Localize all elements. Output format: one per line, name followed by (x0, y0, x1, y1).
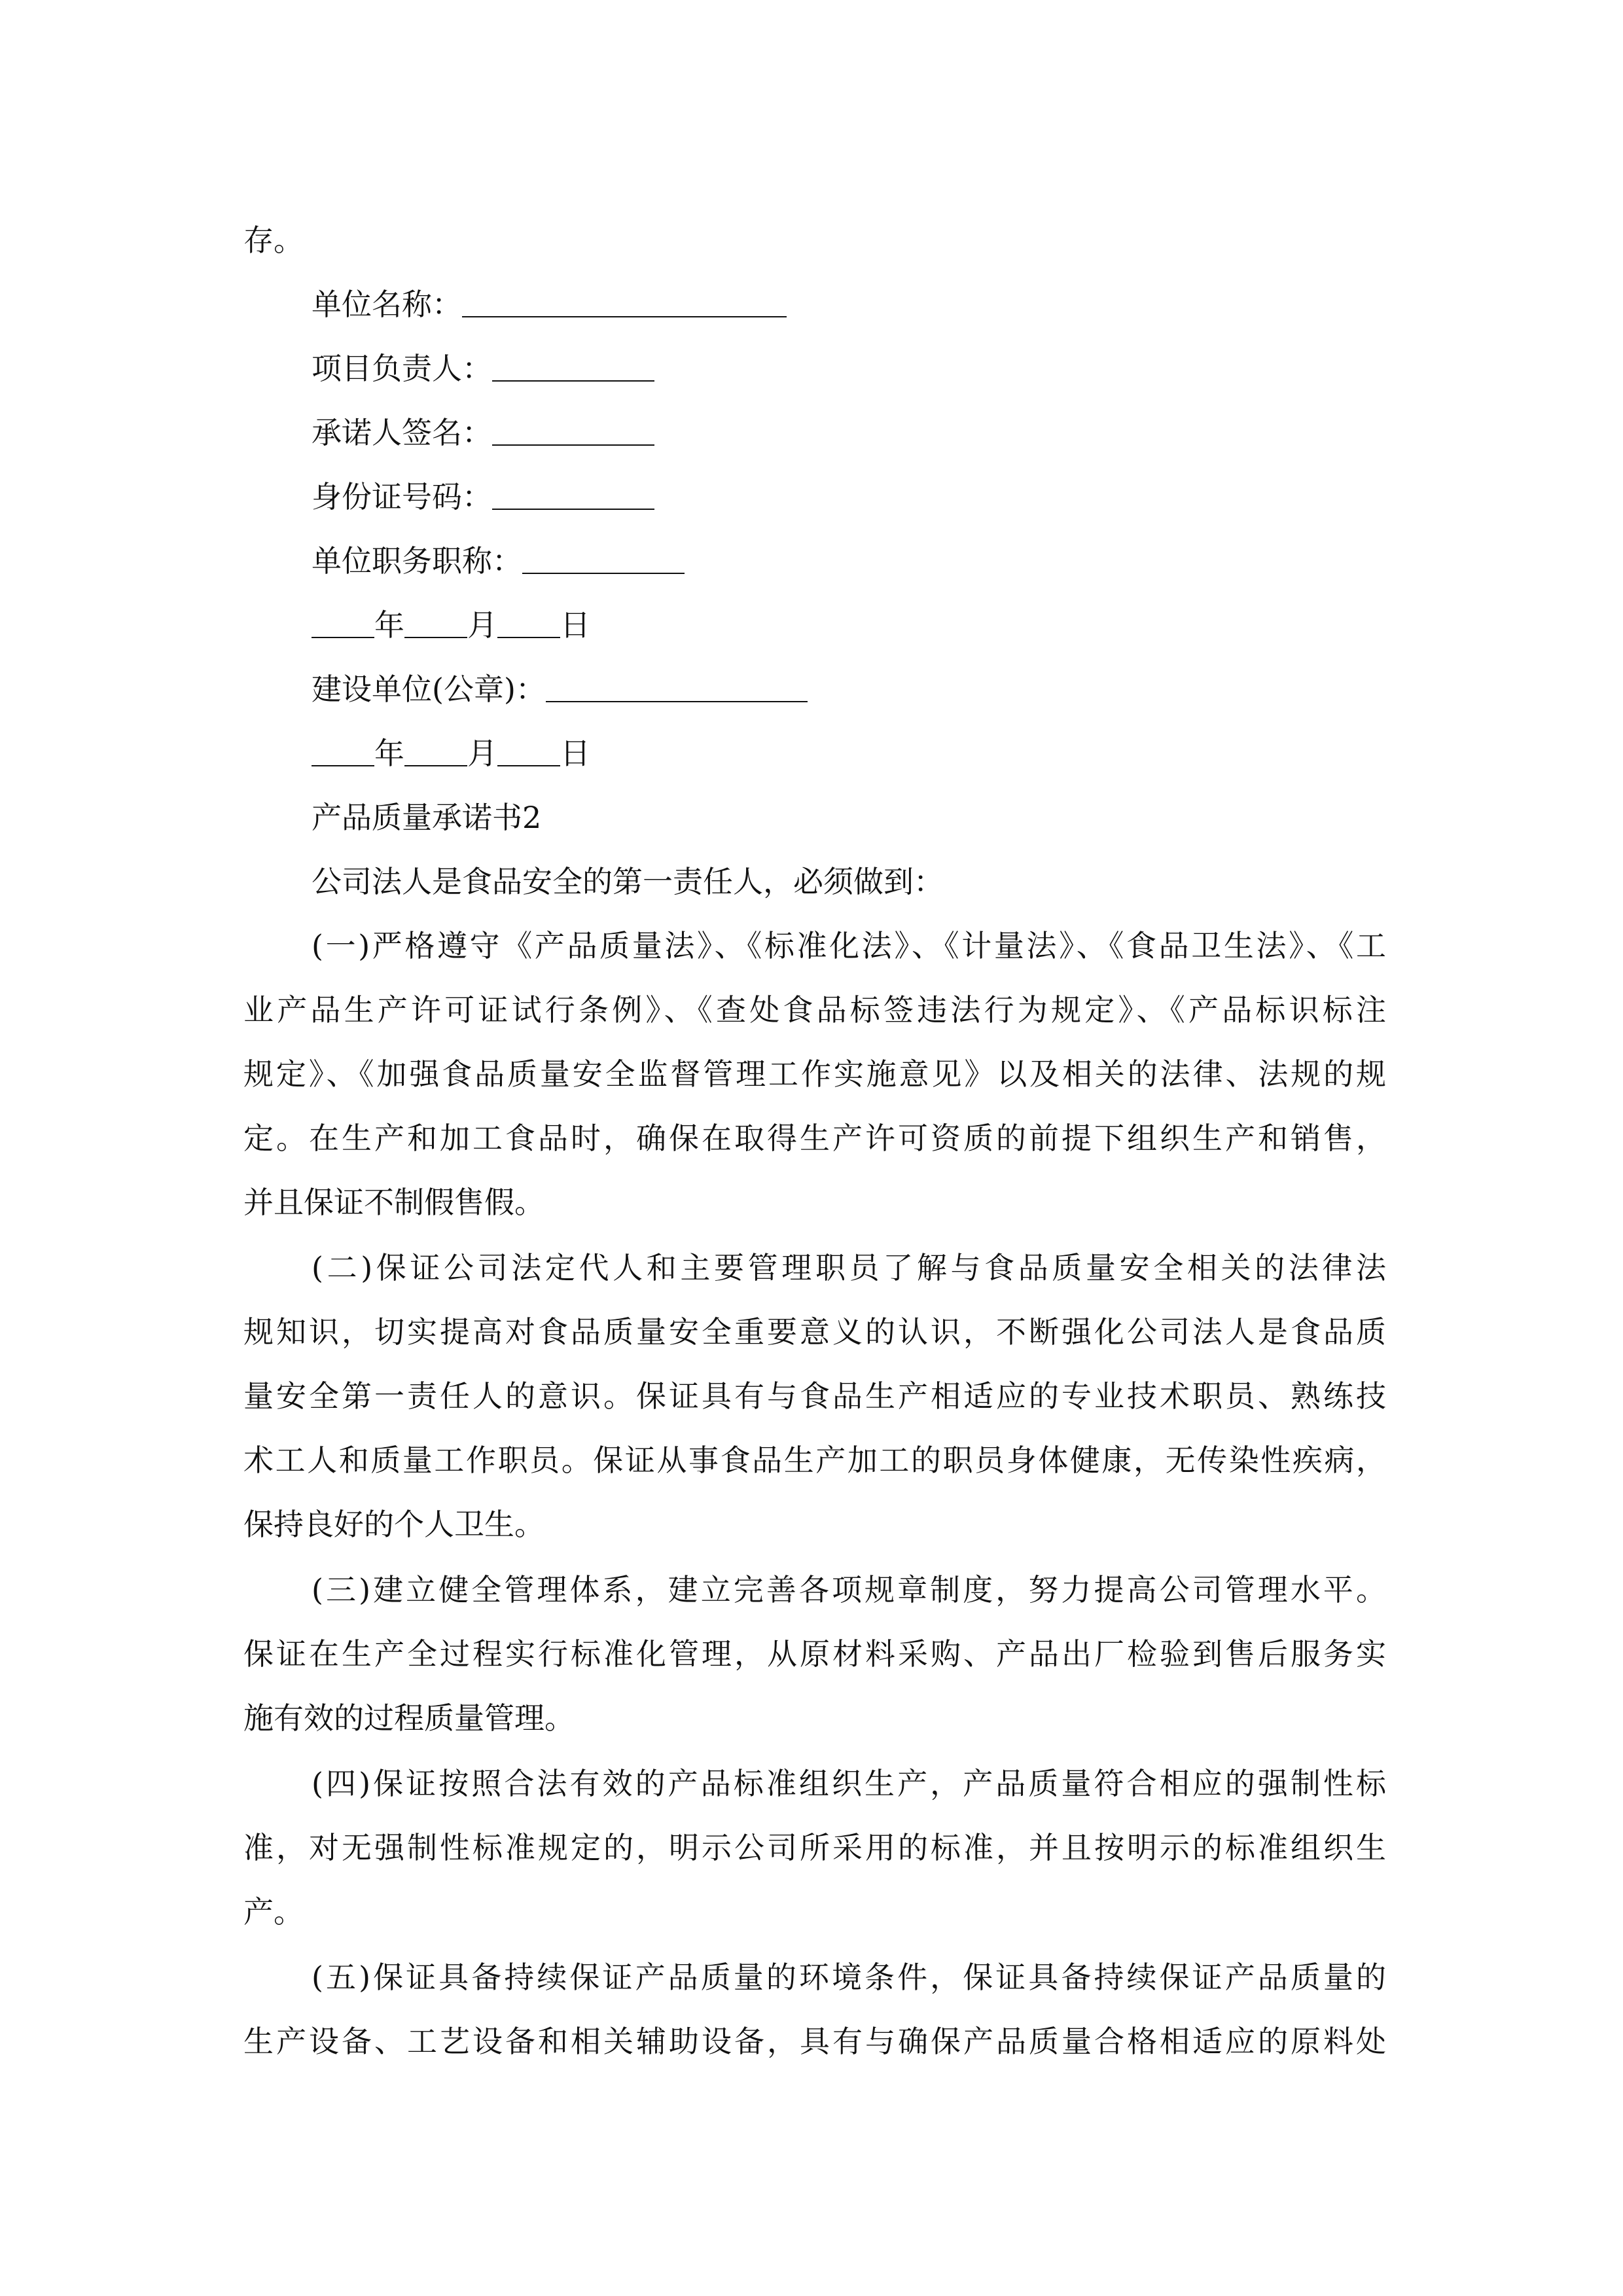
form-field-label: 单位名称： (312, 287, 462, 322)
date-year-label: 年 (374, 607, 404, 643)
blank-line (312, 732, 374, 766)
blank-line (497, 604, 560, 638)
paragraph-clause-4 (243, 1751, 1386, 1944)
paragraph-line: (三)建立健全管理体系，建立完善各项规章制度，努力提高公司管理水平。 (312, 1572, 1386, 1607)
blank-line (492, 348, 654, 382)
form-field-position-title (243, 529, 1386, 593)
form-field-project-leader (243, 336, 1386, 401)
paragraph-line: 生产设备、工艺设备和相关辅助设备，具有与确保产品质量合格相适应的原料处 (243, 2024, 1386, 2059)
form-field-signature (243, 401, 1386, 465)
paragraph-line: 保持良好的个人卫生。 (243, 1507, 544, 1542)
blank-line (546, 668, 808, 702)
date-line (243, 721, 1386, 785)
paragraph-line: 术工人和质量工作职员。保证从事食品生产加工的职员身体健康，无传染性疾病， (243, 1443, 1386, 1478)
form-field-label: 承诺人签名： (312, 415, 492, 450)
blank-line (312, 604, 374, 638)
paragraph-line: (二)保证公司法定代人和主要管理职员了解与食品质量安全相关的法律法 (312, 1250, 1386, 1285)
paragraph-line: (一)严格遵守《产品质量法》、《标准化法》、《计量法》、《食品卫生法》、《工 (312, 928, 1386, 963)
paragraph-clause-2 (243, 1236, 1386, 1556)
form-field-label: 身份证号码： (312, 479, 492, 514)
date-month-label: 月 (467, 736, 497, 771)
paragraph-line: (四)保证按照合法有效的产品标准组织生产，产品质量符合相应的强制性标 (312, 1766, 1386, 1801)
form-field-label: 建设单位(公章)： (312, 672, 546, 707)
paragraph-line: 量安全第一责任人的意识。保证具有与食品生产相适应的专业技术职员、熟练技 (243, 1378, 1386, 1414)
blank-line (522, 540, 685, 574)
blank-line (462, 283, 787, 317)
date-day-label: 日 (560, 736, 590, 771)
paragraph-line: 业产品生产许可证试行条例》、《查处食品标签违法行为规定》、《产品标识标注 (243, 992, 1386, 1028)
paragraph-line: 准，对无强制性标准规定的，明示公司所采用的标准，并且按明示的标准组织生 (243, 1830, 1386, 1865)
paragraph-line: 保证在生产全过程实行标准化管理，从原材料采购、产品出厂检验到售后服务实 (243, 1636, 1386, 1672)
form-field-label: 项目负责人： (312, 351, 492, 386)
continuation-text: 存。 (243, 223, 304, 258)
section-title: 产品质量承诺书2 (312, 800, 542, 835)
date-year-label: 年 (374, 736, 404, 771)
date-month-label: 月 (467, 607, 497, 643)
blank-line (404, 604, 467, 638)
paragraph-line: 施有效的过程质量管理。 (243, 1700, 575, 1736)
document-body (243, 208, 1386, 2075)
blank-line (492, 476, 654, 510)
paragraph-line: 并且保证不制假售假。 (243, 1185, 544, 1220)
blank-line (492, 412, 654, 446)
form-field-id-number (243, 465, 1386, 529)
intro-text: 公司法人是食品安全的第一责任人，必须做到： (312, 864, 944, 899)
date-day-label: 日 (560, 607, 590, 643)
form-field-unit-name (243, 272, 1386, 336)
paragraph-clause-1 (243, 914, 1386, 1234)
paragraph-line: 规定》、《加强食品质量安全监督管理工作实施意见》以及相关的法律、法规的规 (243, 1056, 1386, 1092)
blank-line (404, 732, 467, 766)
date-line (243, 593, 1386, 657)
form-field-company-seal (243, 657, 1386, 721)
paragraph-line: (五)保证具备持续保证产品质量的环境条件，保证具备持续保证产品质量的 (312, 1960, 1386, 1995)
paragraph-clause-3 (243, 1558, 1386, 1750)
paragraph-line: 定。在生产和加工食品时，确保在取得生产许可资质的前提下组织生产和销售， (243, 1121, 1386, 1156)
blank-line (497, 732, 560, 766)
form-field-label: 单位职务职称： (312, 543, 522, 579)
paragraph-clause-5 (243, 1945, 1386, 2073)
paragraph-line: 规知识，切实提高对食品质量安全重要意义的认识，不断强化公司法人是食品质 (243, 1314, 1386, 1350)
paragraph-line: 产。 (243, 1894, 304, 1929)
